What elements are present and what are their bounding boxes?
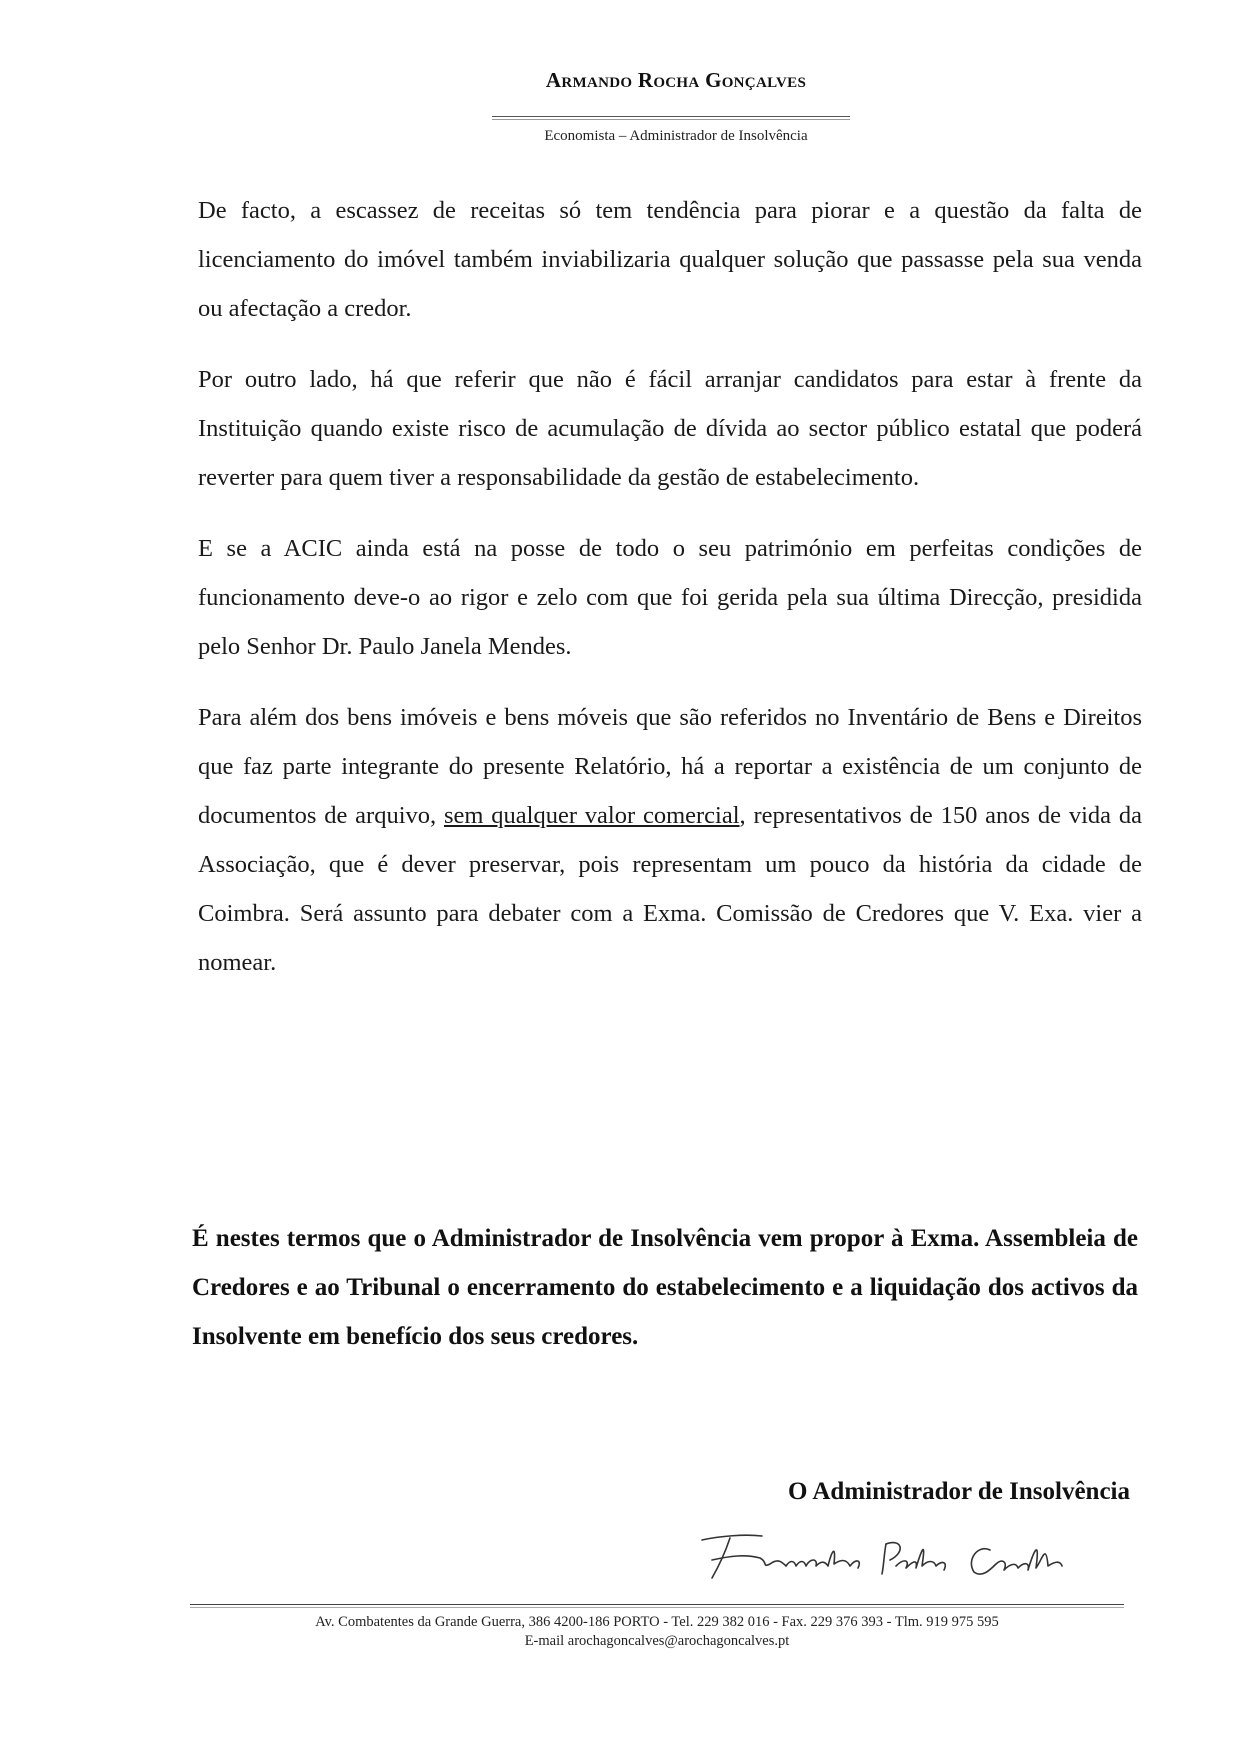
- footer-address: Av. Combatentes da Grande Guerra, 386 4200-186 PORTO - Tel. 229 382 016 - Fax. 229 376 393 - Tlm. 919 975 595: [315, 1614, 999, 1630]
- signature-title: O Administrador de Insolvência: [788, 1478, 1130, 1505]
- letterhead-subtitle: Economista – Administrador de Insolvência: [544, 128, 808, 144]
- letter-body: [198, 186, 1142, 1009]
- paragraph-4: [198, 693, 1142, 987]
- footer-rule-secondary: [190, 1607, 1124, 1608]
- footer-rule: [190, 1604, 1124, 1605]
- paragraph-4-text-before: Para além dos bens imóveis e bens móveis que são referidos no Inventário de Bens e Direitos que faz parte integrante do presente Relatório, há a reportar a existência de um conjunto de documentos de arquivo,: [198, 704, 1142, 829]
- letterhead-rule: [492, 116, 850, 117]
- paragraph-2: Por outro lado, há que referir que não é fácil arranjar candidatos para estar à frente da Instituição quando existe risco de acumulação de dívida ao sector público estatal que poderá reverter para quem tiver a responsabilidade da gestão de estabelecimento.: [198, 366, 1142, 491]
- footer-email: E-mail arochagoncalves@arochagoncalves.pt: [524, 1633, 790, 1649]
- letterhead-rule-secondary: [492, 119, 850, 120]
- paragraph-4-underlined-text: sem qualquer valor comercial: [443, 802, 740, 829]
- letterhead-name: Armando Rocha Gonçalves: [545, 68, 807, 92]
- paragraph-1: De facto, a escassez de receitas só tem tendência para piorar e a questão da falta de licenciamento do imóvel também inviabilizaria qualquer solução que passasse pela sua venda ou afectação a credor.: [198, 197, 1142, 322]
- paragraph-3: E se a ACIC ainda está na posse de todo o seu património em perfeitas condições de funcionamento deve-o ao rigor e zelo com que foi gerida pela sua última Direcção, presidida pelo Senhor Dr. Paulo Janela Mendes.: [198, 535, 1142, 660]
- paragraph-4-text-after: , representativos de 150 anos de vida da Associação, que é dever preservar, pois representam um pouco da história da cidade de Coimbra. Será assunto para debater com a Exma. Comissão de Credores que V. Exa. vier a nomear.: [198, 802, 1142, 976]
- conclusion-paragraph: É nestes termos que o Administrador de Insolvência vem propor à Exma. Assembleia de Credores e ao Tribunal o encerramento do estabelecimento e a liquidação dos activos da Insolvente em benefício dos seus credores.: [192, 1225, 1138, 1350]
- handwritten-signature: [690, 1520, 1130, 1590]
